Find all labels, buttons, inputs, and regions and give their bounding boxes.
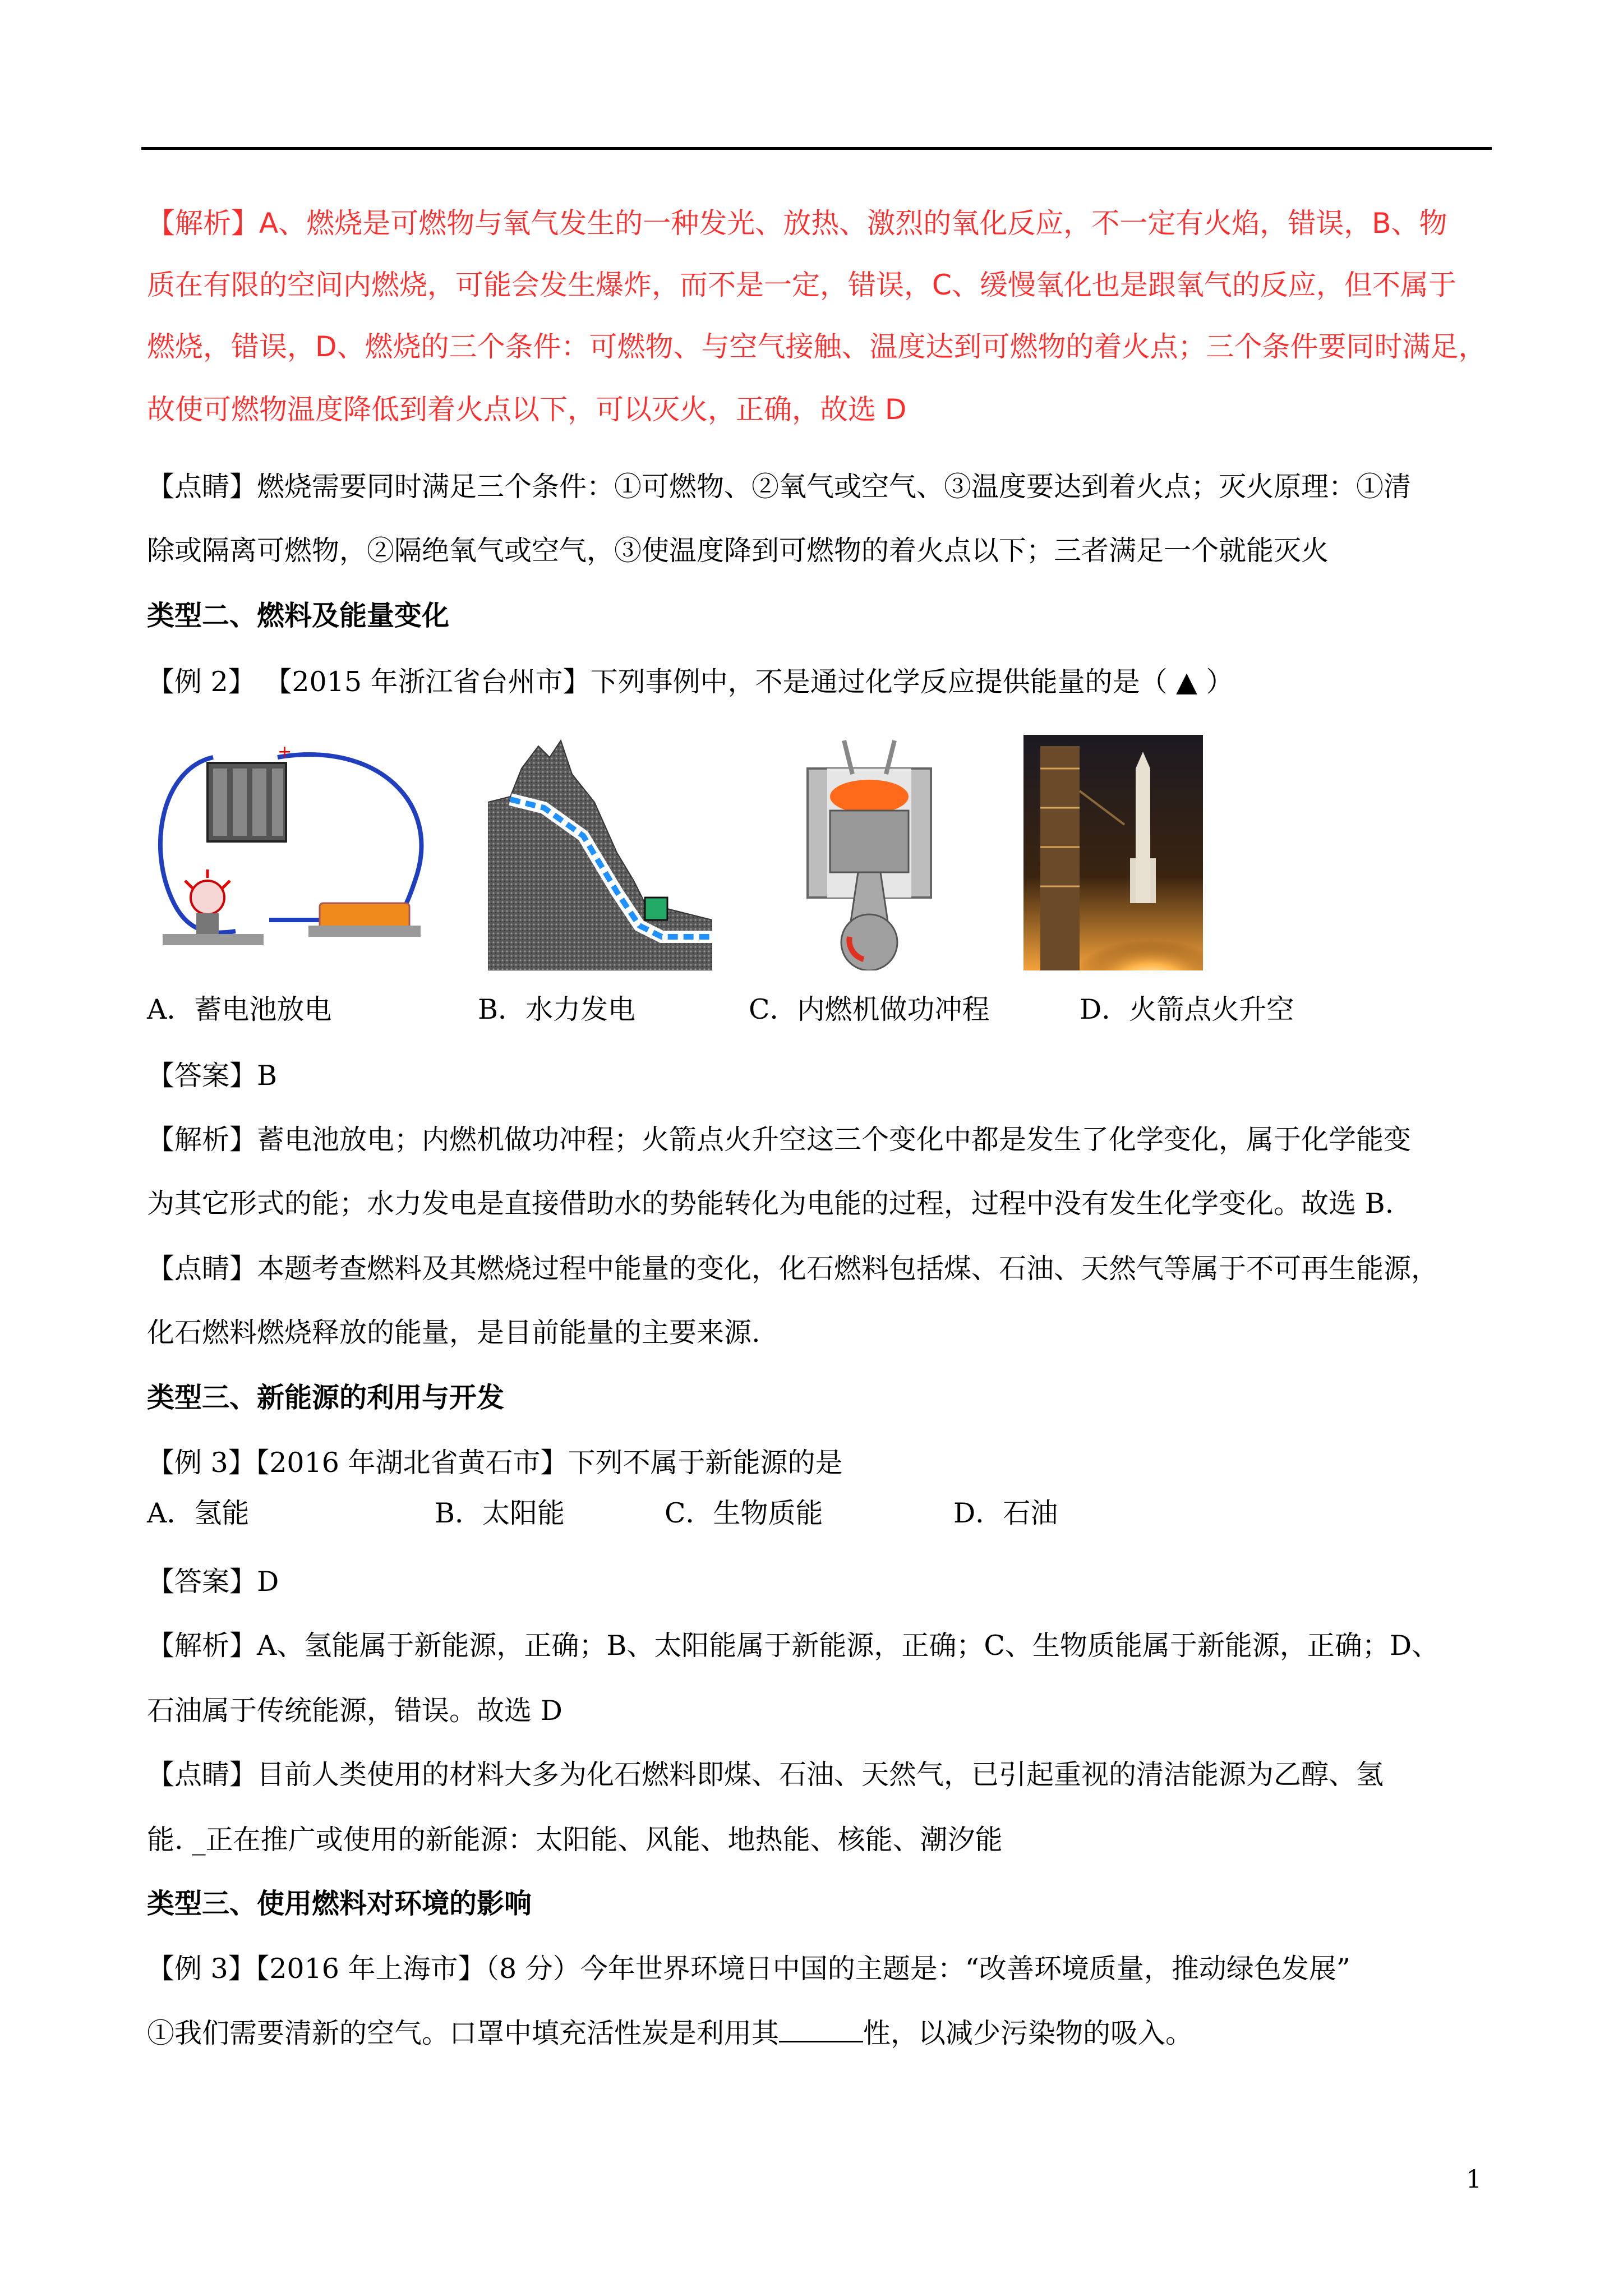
type3b-question: 【例 3】【2016 年上海市】（8 分）今年世界环境日中国的主题是：“改善环境质量，推动绿色发展” bbox=[147, 1953, 1350, 1985]
type3a-heading: 类型三、新能源的利用与开发 bbox=[147, 1382, 505, 1414]
analysis-red-line-3: 燃烧，错误，D、燃烧的三个条件：可燃物、与空气接触、温度达到可燃物的着火点；三个条件要同时满足， bbox=[147, 330, 1487, 363]
type2-analysis-line-2: 为其它形式的能；水力发电是直接借助水的势能转化为电能的过程，过程中没有发生化学变化。故选 B. bbox=[147, 1188, 1394, 1220]
type2-answer: 【答案】B bbox=[147, 1060, 278, 1092]
fill-in-blank bbox=[779, 2016, 863, 2042]
type2-tip-line-2: 化石燃料燃烧释放的能量，是目前能量的主要来源. bbox=[147, 1317, 760, 1349]
hydropower-figure bbox=[488, 735, 712, 970]
type3b-item-1-before: ①我们需要清新的空气。口罩中填充活性炭是利用其 bbox=[147, 2017, 780, 2049]
type3b-item-1 bbox=[147, 2016, 1193, 2050]
battery-circuit-figure bbox=[151, 735, 443, 970]
analysis-red-line-4: 故使可燃物温度降低到着火点以下，可以灭火，正确，故选 D bbox=[147, 393, 907, 426]
type2-question: 【例 2】 【2015 年浙江省台州市】下列事例中，不是通过化学反应提供能量的是（ ▲ ） bbox=[147, 666, 1234, 698]
type3a-option-d: D．石油 bbox=[953, 1497, 1058, 1529]
rocket-launch-figure bbox=[1023, 735, 1203, 970]
header-rule bbox=[141, 147, 1492, 150]
type2-analysis-line-1: 【解析】蓄电池放电；内燃机做功冲程；火箭点火升空这三个变化中都是发生了化学变化，属于化学能变 bbox=[147, 1124, 1412, 1156]
tip-1-line-2: 除或隔离可燃物，②隔绝氧气或空气，③使温度降到可燃物的着火点以下；三者满足一个就能灭火 bbox=[147, 535, 1329, 567]
tip-1-line-1: 【点睛】燃烧需要同时满足三个条件：①可燃物、②氧气或空气、③温度要达到着火点；灭火原理：①清 bbox=[147, 471, 1412, 503]
type2-option-b: B．水力发电 bbox=[478, 993, 636, 1025]
type3a-question: 【例 3】【2016 年湖北省黄石市】下列不属于新能源的是 bbox=[147, 1447, 843, 1479]
type3a-option-c: C．生物质能 bbox=[665, 1497, 823, 1529]
analysis-red-line-2: 质在有限的空间内燃烧，可能会发生爆炸，而不是一定，错误，C、缓慢氧化也是跟氧气的反应，但不属于 bbox=[147, 269, 1456, 301]
type3a-tip-line-1: 【点睛】目前人类使用的材料大多为化石燃料即煤、石油、天然气，已引起重视的清洁能源为乙醇、氢 bbox=[147, 1759, 1384, 1791]
type3b-item-1-after: 性，以减少污染物的吸入。 bbox=[863, 2017, 1193, 2049]
type2-tip-line-1: 【点睛】本题考查燃料及其燃烧过程中能量的变化，化石燃料包括煤、石油、天然气等属于不可再生能源， bbox=[147, 1253, 1439, 1285]
type3b-heading: 类型三、使用燃料对环境的影响 bbox=[147, 1888, 532, 1920]
svg-text:+: + bbox=[278, 742, 292, 762]
page-number: 1 bbox=[1466, 2165, 1482, 2194]
type3a-analysis-line-1: 【解析】A、氢能属于新能源，正确；B、太阳能属于新能源，正确；C、生物质能属于新能源，正确；D、 bbox=[147, 1630, 1440, 1662]
type2-option-d: D．火箭点火升空 bbox=[1080, 993, 1294, 1025]
engine-piston-figure bbox=[796, 735, 942, 970]
type2-option-a: A．蓄电池放电 bbox=[147, 993, 332, 1025]
type2-option-c: C．内燃机做功冲程 bbox=[749, 993, 990, 1025]
type3a-tip-line-2: 能. _正在推广或使用的新能源：太阳能、风能、地热能、核能、潮汐能 bbox=[147, 1824, 1003, 1856]
type3a-option-a: A．氢能 bbox=[147, 1497, 250, 1529]
type3a-answer: 【答案】D bbox=[147, 1566, 279, 1598]
type2-heading: 类型二、燃料及能量变化 bbox=[147, 600, 450, 632]
analysis-red-line-1: 【解析】A、燃烧是可燃物与氧气发生的一种发光、放热、激烈的氧化反应，不一定有火焰，错误，B、物 bbox=[147, 207, 1447, 240]
type3a-analysis-line-2: 石油属于传统能源，错误。故选 D bbox=[147, 1695, 562, 1727]
type3a-option-b: B．太阳能 bbox=[435, 1497, 565, 1529]
